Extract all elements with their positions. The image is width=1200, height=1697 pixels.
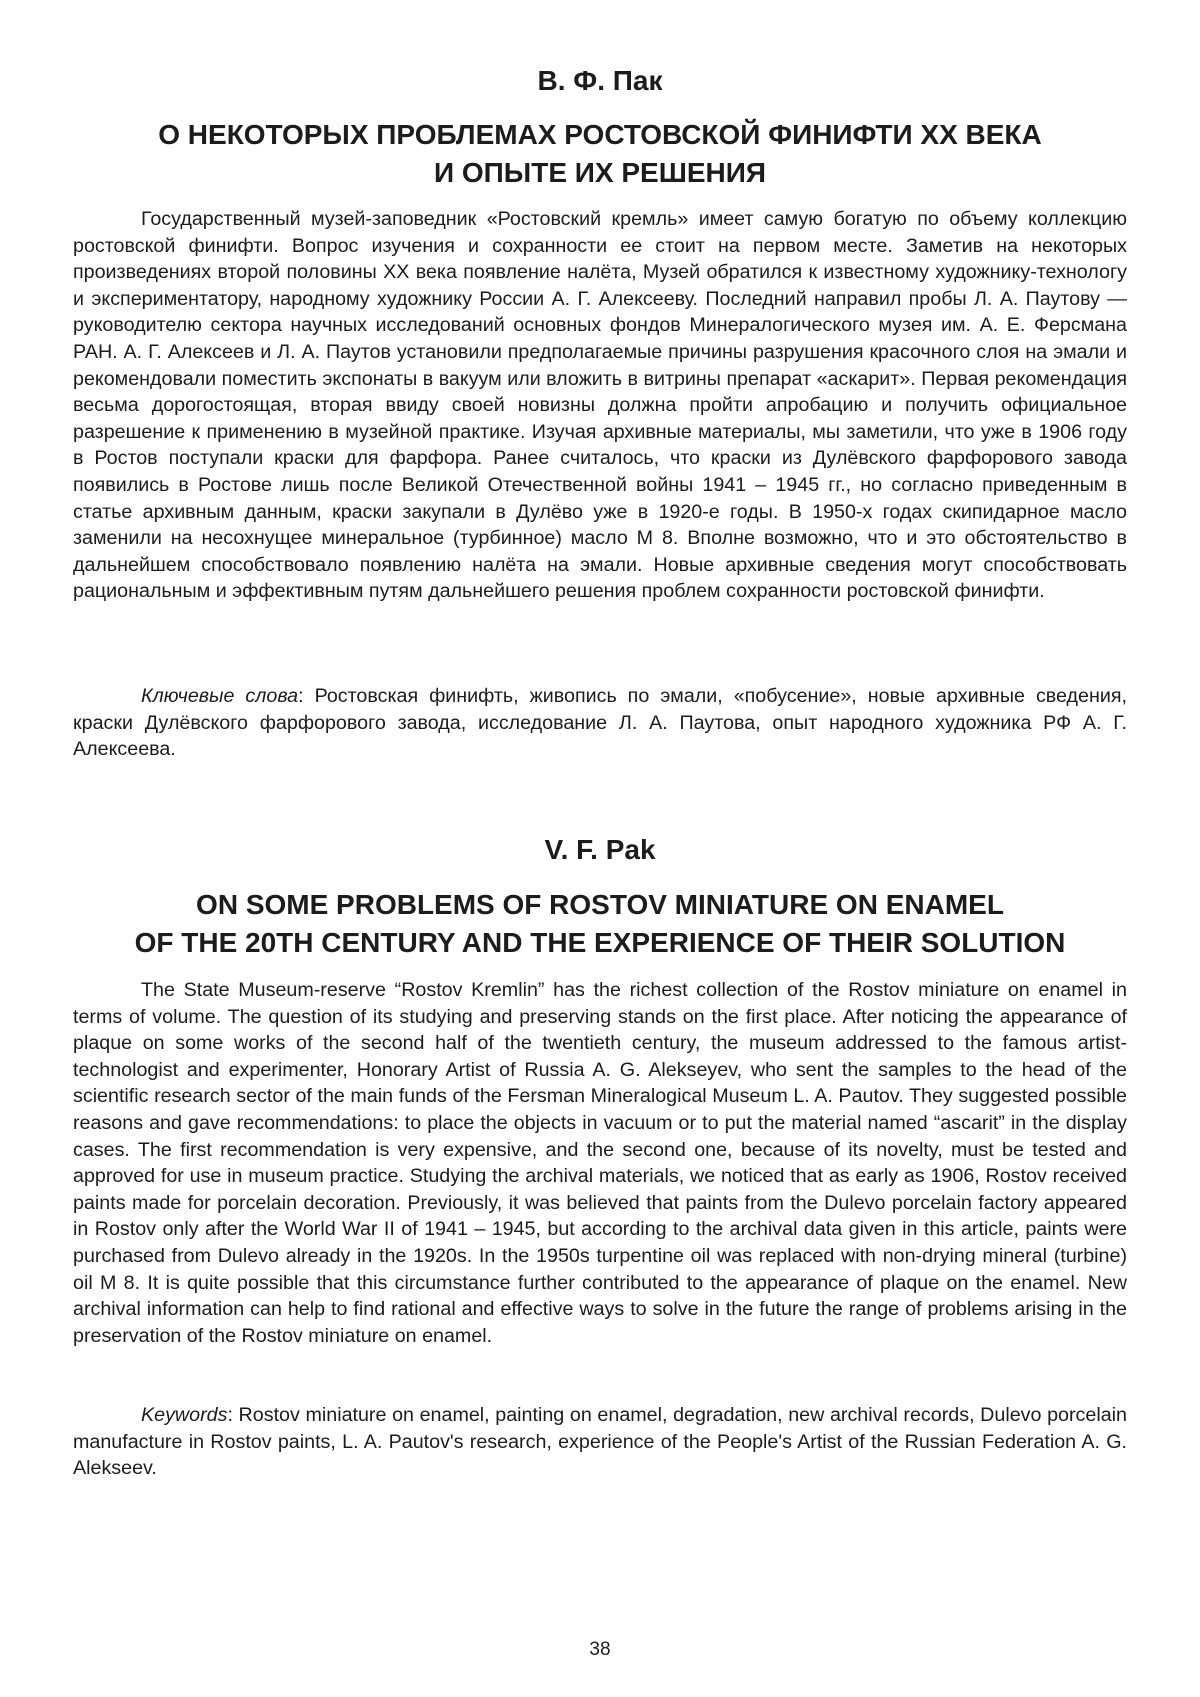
keywords-en-text: : Rostov miniature on enamel, painting on enamel, degradation, new archival records, Dulevo porcelain manufacture in Rostov paints, L. A. Pautov's research, experience of the People's Artist of the Russian Federation A. G. Alekseev.: [73, 1404, 1127, 1480]
author-ru: В. Ф. Пак: [537, 65, 663, 96]
title-ru-line-2: И ОПЫТЕ ИХ РЕШЕНИЯ: [434, 157, 766, 188]
keywords-ru-label: Ключевые слова: [141, 685, 299, 707]
title-ru: [60, 116, 1140, 192]
page-number: 38: [589, 1639, 611, 1660]
keywords-en: [73, 1402, 1127, 1482]
title-en-line-1: ON SOME PROBLEMS OF ROSTOV MINIATURE ON ENAMEL: [196, 889, 1004, 920]
keywords-ru-text: : Ростовская финифть, живопись по эмали, «побусение», новые архивные сведения, краски Дулёвского фарфорового завода, исследование Л. А. Паутова, опыт народного художника РФ А. Г. Алексеева.: [73, 685, 1127, 761]
keywords-en-label: Keywords: [141, 1404, 228, 1426]
abstract-ru: Государственный музей-заповедник «Ростовский кремль» имеет самую богатую по объему коллекцию ростовской финифти. Вопрос изучения и сохранности ее стоит на первом месте. Заметив на некоторых произведениях второй половины XX века появление налёта, Музей обратился к известному художнику-технологу и экспериментатору, народному художнику России А. Г. Алексееву. Последний направил пробы Л. А. Паутову — руководителю сектора научных исследований основных фондов Минералогического музея им. А. Е. Ферсмана РАН. А. Г. Алексеев и Л. А. Паутов установили предполагаемые причины разрушения красочного слоя на эмали и рекомендовали поместить экспонаты в вакуум или вложить в витрины препарат «аскарит». Первая рекомендация весьма дорогостоящая, вторая ввиду своей новизны должна пройти апробацию и получить официальное разрешение к применению в музейной практике. Изучая архивные материалы, мы заметили, что уже в 1906 году в Ростов поступали краски для фарфора. Ранее считалось, что краски из Дулёвского фарфорового завода появились в Ростове лишь после Великой Отечественной войны 1941 – 1945 гг., но согласно приведенным в статье архивным данным, краски закупали в Дулёво уже в 1920-е годы. В 1950-х годах скипидарное масло заменили на несохнущее минеральное (турбинное) масло М 8. Вполне возможно, что и это обстоятельство в дальнейшем способствовало появлению налёта на эмали. Новые архивные сведения могут способствовать рациональным и эффективным путям дальнейшего решения проблем сохранности ростовской финифти.: [73, 208, 1127, 603]
keywords-ru: [73, 683, 1127, 763]
author-en: V. F. Pak: [544, 834, 656, 865]
title-en-line-2: OF THE 20TH CENTURY AND THE EXPERIENCE OF THEIR SOLUTION: [134, 927, 1066, 958]
abstract-en: The State Museum-reserve “Rostov Kremlin” has the richest collection of the Rostov miniature on enamel in terms of volume. The question of its studying and preserving stands on the first place. After noticing the appearance of plaque on some works of the second half of the twentieth century, the museum addressed to the famous artist-technologist and experimenter, Honorary Artist of Russia A. G. Alekseyev, who sent the samples to the head of the scientific research sector of the main funds of the Fersman Mineralogical Museum L. A. Pautov. They suggested possible reasons and gave recommendations: to place the objects in vacuum or to put the material named “ascarit” in the display cases. The first recommendation is very expensive, and the second one, because of its novelty, must be tested and approved for use in museum practice. Studying the archival materials, we noticed that as early as 1906, Rostov received paints made for porcelain decoration. Previously, it was believed that paints from the Dulevo porcelain factory appeared in Rostov only after the World War II of 1941 – 1945, but according to the archival data given in this article, paints were purchased from Dulevo already in the 1920s. In the 1950s turpentine oil was replaced with non-drying mineral (turbine) oil M 8. It is quite possible that this circumstance further contributed to the appearance of plaque on the enamel. New archival information can help to find rational and effective ways to solve in the future the range of problems arising in the preservation of the Rostov miniature on enamel.: [73, 979, 1127, 1347]
title-en: [60, 886, 1140, 962]
title-ru-line-1: О НЕКОТОРЫХ ПРОБЛЕМАХ РОСТОВСКОЙ ФИНИФТИ XX ВЕКА: [158, 119, 1042, 150]
